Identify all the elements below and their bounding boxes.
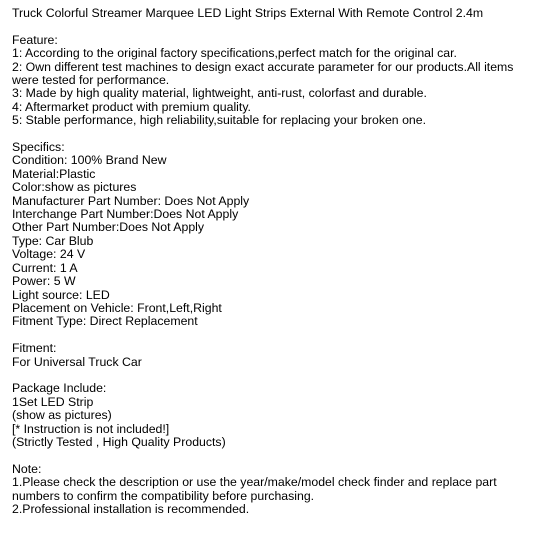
note-heading: Note: — [12, 461, 42, 476]
spec-condition: Condition: 100% Brand New — [12, 153, 167, 168]
feature-item-3: 3: Made by high quality material, lightweight, anti-rust, colorfast and durable. — [12, 86, 427, 101]
package-item-3: [* Instruction is not included!] — [12, 421, 170, 436]
specifics-heading: Specifics: — [12, 140, 65, 155]
spacer — [12, 449, 524, 462]
spec-placement: Placement on Vehicle: Front,Left,Right — [12, 300, 222, 315]
package-item-4: (Strictly Tested , High Quality Products) — [12, 434, 226, 449]
package-heading: Package Include: — [12, 381, 107, 396]
spacer — [12, 369, 524, 382]
spec-interchange-part-number: Interchange Part Number:Does Not Apply — [12, 207, 239, 222]
spacer — [12, 128, 524, 141]
spec-light-source: Light source: LED — [12, 287, 110, 302]
note-item-2: 2.Professional installation is recommended. — [12, 501, 250, 516]
feature-item-2: 2: Own different test machines to design exact accurate parameter for our products.All items were tested for performance. — [12, 59, 514, 88]
spec-current: Current: 1 A — [12, 260, 78, 275]
spec-voltage: Voltage: 24 V — [12, 247, 86, 262]
feature-item-4: 4: Aftermarket product with premium quality. — [12, 99, 251, 114]
package-item-2: (show as pictures) — [12, 408, 112, 423]
spec-material: Material:Plastic — [12, 166, 96, 181]
spacer — [12, 20, 524, 33]
fitment-heading: Fitment: — [12, 341, 57, 356]
product-title: Truck Colorful Streamer Marquee LED Light Strips External With Remote Control 2.4m — [12, 6, 484, 20]
package-item-1: 1Set LED Strip — [12, 394, 94, 409]
spec-manufacturer-part-number: Manufacturer Part Number: Does Not Apply — [12, 193, 250, 208]
fitment-item: For Universal Truck Car — [12, 354, 142, 369]
feature-item-1: 1: According to the original factory specifications,perfect match for the original car. — [12, 46, 457, 61]
spec-power: Power: 5 W — [12, 274, 76, 289]
feature-heading: Feature: — [12, 32, 58, 47]
spacer — [12, 329, 524, 342]
product-description — [12, 7, 524, 516]
spec-type: Type: Car Blub — [12, 233, 94, 248]
spec-other-part-number: Other Part Number:Does Not Apply — [12, 220, 205, 235]
spec-fitment-type: Fitment Type: Direct Replacement — [12, 314, 198, 329]
feature-item-5: 5: Stable performance, high reliability,suitable for replacing your broken one. — [12, 113, 426, 128]
note-item-1: 1.Please check the description or use the year/make/model check finder and replace part numbers to confirm the compatibility before purchasing. — [12, 475, 497, 503]
spec-color: Color:show as pictures — [12, 180, 137, 195]
